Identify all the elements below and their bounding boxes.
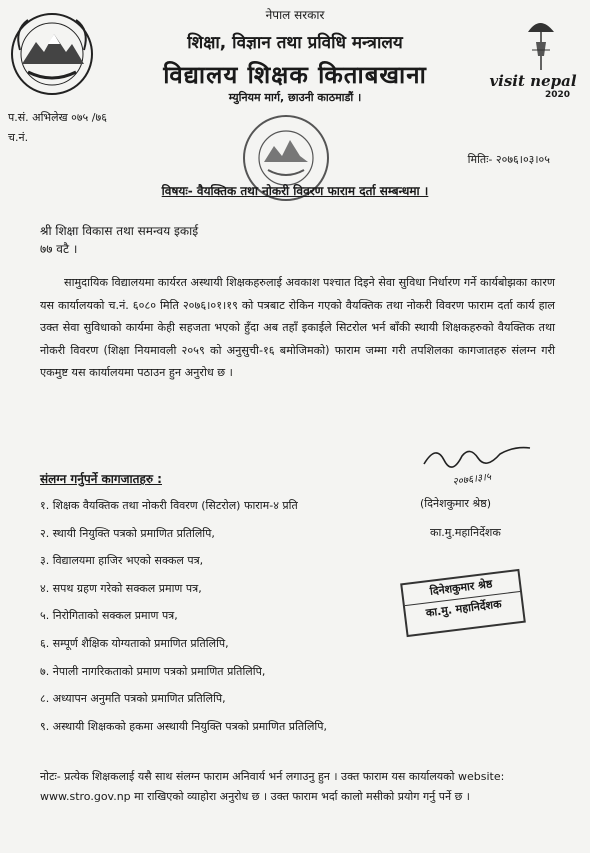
visit-nepal-text: visit nepal	[489, 72, 577, 90]
attachment-item: ९. अस्थायी शिक्षकको हकमा अस्थायी नियुक्ति पत्रको प्रमाणित प्रतिलिपि,	[40, 719, 328, 733]
attachment-item: ५. निरोगिताको सक्कल प्रमाण पत्र,	[40, 609, 178, 623]
signature	[418, 440, 538, 486]
office-name: विद्यालय शिक्षक किताबखाना	[163, 61, 427, 89]
attachments-heading: संलग्न गर्नुपर्ने कागजातहरु :	[40, 472, 162, 486]
attachment-item: ६. सम्पूर्ण शैक्षिक योग्यताको प्रमाणित प्रतिलिपि,	[40, 636, 229, 650]
attachment-item: ७. नेपाली नागरिकताको प्रमाण पत्रको प्रमाणित प्रतिलिपि,	[40, 664, 266, 678]
visit-nepal-year: 2020	[544, 90, 570, 100]
dispatch-number: च.नं.	[8, 131, 29, 144]
letter-date: मितिः- २०७६।०३।०५	[467, 153, 550, 166]
attachment-item: ४. सपथ ग्रहण गरेको सक्कल प्रमाण पत्र,	[40, 581, 202, 595]
stamp-post: का.मु. महानिर्देशक	[425, 597, 503, 620]
subject-text: विषयः- वैयक्तिक तथा नोकरी विवरण फाराम दर्ता सम्बन्धमा ।	[161, 184, 429, 198]
letter-body: सामुदायिक विद्यालयमा कार्यरत अस्थायी शिक्षकहरुलाई अवकाश पश्चात दिइने सेवा सुविधा निर्धारण गर्ने कार्यबोझका कारण यस कार्यालयको च.नं. ६०८० मिति २०७६।०१।१९ को पत्रबाट रोकिन गएको वैयक्तिक तथा नोकरी विवरण फाराम दर्ता कार्य हाल उक्त सेवा सुविधाको कार्यमा केही सहजता भएको हुँदा अब तहाँ इकाईले सिटरोल भर्न बाँकी स्थायी शिक्षकहरुको वैयक्तिक तथा नोकरी विवरण (शिक्षा नियमावली २०५९ को अनुसुची-१६ बमोजिमको) फाराम जम्मा गरी तपशिलका कागजातहरु संलग्न गरी एकमुष्ट यस कार्यालयमा पठाउन हुन अनुरोध छ ।	[40, 276, 555, 380]
attachment-item: ३. विद्यालयमा हाजिर भएको सक्कल पत्र,	[40, 554, 204, 568]
footer-note: नोटः- प्रत्येक शिक्षकलाई यसै साथ संलग्न फाराम अनिवार्य भर्न लगाउनु हुन । उक्त फाराम यस कार्यालयको website: www.stro.gov.np मा राखिएको व्याहोरा अनुरोध छ । उक्त फाराम भर्दा कालो मसीको प्रयोग गर्नु पर्ने छ ।	[40, 770, 505, 803]
office-address: म्युनियम मार्ग, छाउनी काठमाडौं ।	[228, 91, 362, 104]
attachments-list	[40, 496, 327, 744]
attachment-item: ८. अध्यापन अनुमति पत्रको प्रमाणित प्रतिलिपि,	[40, 692, 226, 706]
recipient-name: श्री शिक्षा विकास तथा समन्वय इकाई	[40, 224, 199, 238]
ministry-name: शिक्षा, विज्ञान तथा प्रविधि मन्त्रालय	[187, 33, 403, 53]
attachment-item: २. स्थायी नियुक्ति पत्रको प्रमाणित प्रतिलिपि,	[40, 526, 215, 540]
signature-date: २०७६।३।५	[451, 471, 492, 488]
signatory-post: का.मु.महानिर्देशक	[430, 526, 501, 539]
letter-subject	[0, 182, 590, 199]
government-name: नेपाल सरकार	[265, 8, 325, 22]
designation-stamp	[400, 569, 526, 637]
attachment-item: १. शिक्षक वैयक्तिक तथा नोकरी विवरण (सिटरोल) फाराम-४ प्रति	[40, 499, 298, 512]
signatory-name: (दिनेशकुमार श्रेष्ठ)	[420, 497, 491, 510]
stamp-name: दिनेशकुमार श्रेष्ठ	[402, 571, 520, 606]
recipient-count: ७७ वटै ।	[40, 242, 78, 256]
letter-reference-number: प.सं. अभिलेख ०७५ /७६	[8, 111, 107, 124]
